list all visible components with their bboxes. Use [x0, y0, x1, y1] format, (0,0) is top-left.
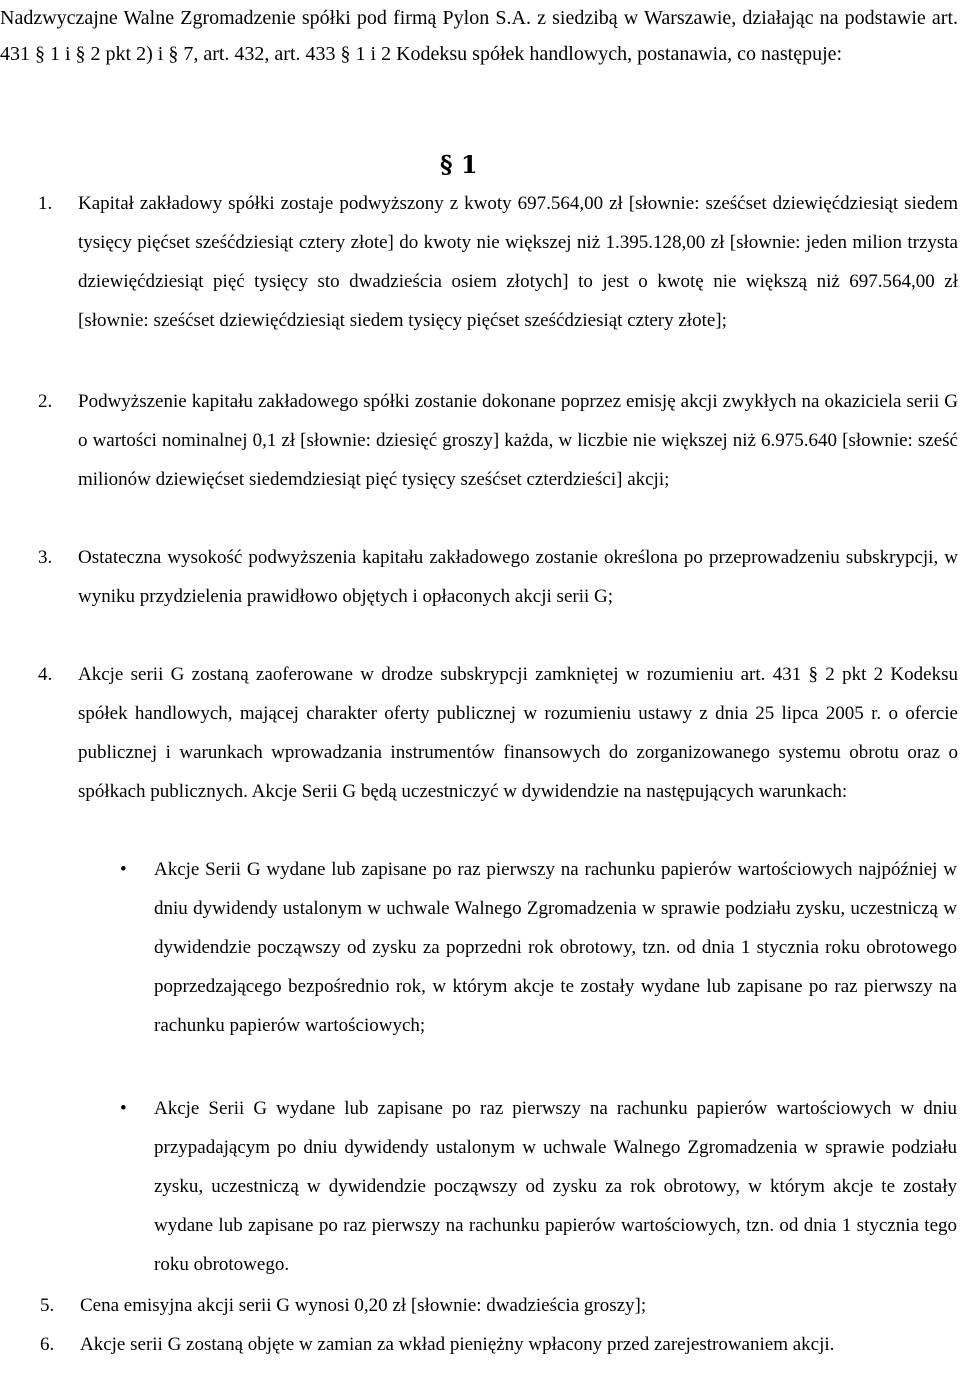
item-text: Podwyższenie kapitału zakładowego spółki zostanie dokonane poprzez emisję akcji zwykłych na okaziciela serii G o wartości nominalnej 0,1 zł [słownie: dziesięć groszy] każda, w liczbie nie większej niż 6.975.640 [słownie: sześć milionów dziewięćset siedemdziesiąt pięć tysięcy sześćset czterdzieści] akcji;	[78, 391, 958, 490]
item-text: Kapitał zakładowy spółki zostaje podwyższony z kwoty 697.564,00 zł [słownie: sześćset dziewięćdziesiąt siedem tysięcy pięćset sześćdziesiąt cztery złote] do kwoty nie większej niż 1.395.128,00 zł [słownie: jeden milion trzysta dziewięćdziesiąt pięć tysięcy sto dwadzieścia osiem złotych] to jest o kwotę nie większą niż 697.564,00 zł [słownie: sześćset dziewięćdziesiąt siedem tysięcy pięćset sześćdziesiąt cztery złote];	[78, 193, 958, 331]
list-item	[40, 1286, 958, 1325]
section-heading: § 1	[440, 150, 478, 179]
item-number: 3.	[38, 547, 53, 568]
item-number: 4.	[38, 664, 53, 685]
item-number: 1.	[38, 193, 53, 214]
bullet-item: Akcje Serii G wydane lub zapisane po raz pierwszy na rachunku papierów wartościowych w dniu przypadającym po dniu dywidendy ustalonym w uchwale Walnego Zgromadzenia w sprawie podziału zysku, uczestniczą w dywidendzie począwszy od zysku za rok obrotowy, w którym akcje te zostały wydane lub zapisane po raz pierwszy na rachunku papierów wartościowych, tzn. od dnia 1 stycznia tego roku obrotowego.	[154, 1098, 957, 1275]
item-text: Ostateczna wysokość podwyższenia kapitału zakładowego zostanie określona po przeprowadzeniu subskrypcji, w wyniku przydzielenia prawidłowo objętych i opłaconych akcji serii G;	[78, 547, 958, 607]
list-item	[38, 538, 958, 616]
item-text: Akcje serii G zostaną objęte w zamian za wkład pieniężny wpłacony przed zarejestrowaniem akcji.	[80, 1334, 835, 1355]
intro-paragraph: Nadzwyczajne Walne Zgromadzenie spółki pod firmą Pylon S.A. z siedzibą w Warszawie, działając na podstawie art. 431 § 1 i § 2 pkt 2) i § 7, art. 432, art. 433 § 1 i 2 Kodeksu spółek handlowych, postanawia, co następuje:	[0, 7, 958, 65]
list-item	[38, 655, 958, 811]
item-number: 5.	[40, 1295, 55, 1316]
list-item	[38, 184, 958, 340]
list-item	[38, 382, 958, 499]
item-text: Cena emisyjna akcji serii G wynosi 0,20 zł [słownie: dwadzieścia groszy];	[80, 1295, 647, 1316]
item-number: 2.	[38, 391, 53, 412]
bullet-item: Akcje Serii G wydane lub zapisane po raz pierwszy na rachunku papierów wartościowych najpóźniej w dniu dywidendy ustalonym w uchwale Walnego Zgromadzenia w sprawie podziału zysku, uczestniczą w dywidendzie począwszy od zysku za poprzedni rok obrotowy, tzn. od dnia 1 stycznia roku obrotowego poprzedzającego bezpośrednio rok, w którym akcje te zostały wydane lub zapisane po raz pierwszy na rachunku papierów wartościowych;	[154, 859, 957, 1036]
item-number: 6.	[40, 1334, 55, 1355]
bullet-icon: •	[120, 859, 127, 880]
bullet-icon: •	[120, 1098, 127, 1119]
list-item	[40, 1325, 958, 1364]
item-text: Akcje serii G zostaną zaoferowane w drodze subskrypcji zamkniętej w rozumieniu art. 431 § 2 pkt 2 Kodeksu spółek handlowych, mającej charakter oferty publicznej w rozumieniu ustawy z dnia 25 lipca 2005 r. o ofercie publicznej i warunkach wprowadzania instrumentów finansowych do zorganizowanego systemu obrotu oraz o spółkach publicznych. Akcje Serii G będą uczestniczyć w dywidendzie na następujących warunkach:	[78, 664, 958, 802]
